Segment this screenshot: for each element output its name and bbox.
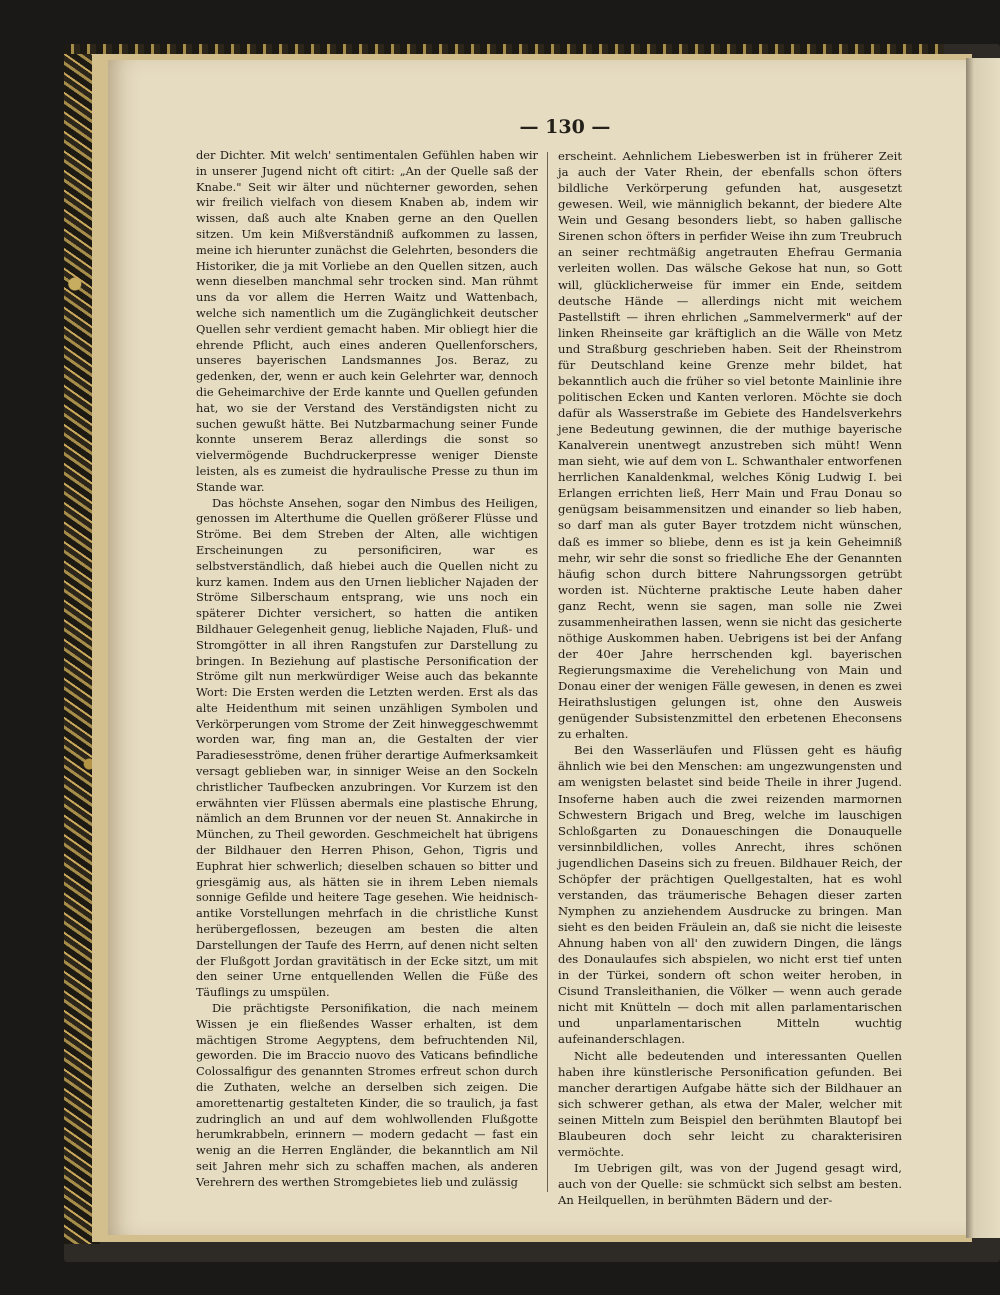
- page-number: — 130 —: [519, 116, 611, 138]
- paragraph: Bei den Wasserläufen und Flüssen geht es häufig ähnlich wie bei den Menschen: am ungezwungensten und am wenigsten belastet sind beide Theile in ihrer Jugend. Insoferne haben auch die zwei reizenden marmornen Schwestern Brigach und Breg, welche im lauschigen Schloßgarten zu Donaueschingen die Donauquelle versinnbildlichen, volles Anrecht, ihres schönen jugendlichen Daseins sich zu freuen. Bildhauer Reich, der Schöpfer der prächtigen Quellgestalten, hat es wohl verstanden, das träumerische Behagen dieser zarten Nymphen zu anziehendem Ausdrucke zu bringen. Man sieht es den beiden Fräulein an, daß sie nicht die leiseste Ahnung haben von all' den zuwidern Dingen, die längs des Donaulaufes sich abspielen, wo nicht erst tief unten in der Türkei, sondern oft schon weiter heroben, in Cisund Transleithanien, die Völker — wenn auch gerade nicht mit Knütteln — doch mit allen parlamentarischen und unparlamentarischen Mitteln wuchtig aufeinanderschlagen.: [558, 743, 902, 1047]
- paragraph: erscheint. Aehnlichem Liebeswerben ist in früherer Zeit ja auch der Vater Rhein, der ebenfalls schon öfters bildliche Verkörperung gefunden hat, ausgesetzt gewesen. Weil, wie männiglich bekannt, der biedere Alte Wein und Gesang besonders liebt, so haben gallische Sirenen schon öfters in perfider Weise ihn zum Treubruch an seiner rechtmäßig angetrauten Ehefrau Germania verleiten wollen. Das wälsche Gekose hat nun, so Gott will, glücklicherweise für immer ein Ende, seitdem deutsche Hände — allerdings nicht mit weichem Pastellstift — ihren ehrlichen „Sammelvermerk" auf der linken Rheinseite gar kräftiglich an die Wälle von Metz und Straßburg geschrieben haben. Seit der Rheinstrom für Deutschland keine Grenze mehr bildet, hat bekanntlich auch die früher so viel betonte Mainlinie ihre politischen Ecken und Kanten verloren. Möchte sie doch dafür als Wasserstraße im Gebiete des Handelsverkehrs jene Bedeutung gewinnen, die der muthige bayerische Kanalverein unentwegt anzustreben sich müht! Wenn man sieht, wie auf dem von L. Schwanthaler entworfenen herrlichen Kanaldenkmal, welches König Ludwig I. bei Erlangen errichten ließ, Herr Main und Frau Donau so genügsam beisammensitzen und einander so lieb haben, so darf man als guter Bayer trotzdem nicht wünschen, daß es immer so bliebe, denn es ist ja kein Geheimniß mehr, wir sehr die sonst so friedliche Ehe der Genannten häufig schon durch bittere Nahrungssorgen getrübt worden ist. Nüchterne praktische Leute haben daher ganz Recht, wenn sie sagen, man solle nie Zwei zusammenheirathen lassen, wenn sie nicht das gesicherte nöthige Auskommen haben. Uebrigens ist bei der Anfang der 40er Jahre herrschenden kgl. bayerischen Regierungsmaxime die Verehelichung von Main und Donau einer der wenigen Fälle gewesen, in denen es zwei Heirathslustigen gelungen ist, ohne den Ausweis genügender Subsistenzmittel den erbetenen Eheconsens zu erhalten.: [558, 149, 902, 742]
- paragraph: Die prächtigste Personifikation, die nach meinem Wissen je ein fließendes Wasser erhalten, ist dem mächtigen Strome Aegyptens, dem befruchtenden Nil, geworden. Die im Braccio nuovo des Vaticans befindliche Colossalfigur des genannten Stromes erfreut schon durch die Zuthaten, welche an derselben sich zeigen. Die amorettenartig gestalteten Kinder, die so traulich, ja fast zudringlich an und auf dem wohlwollenden Flußgotte herumkrabbeln, erinnern — modern gedacht — fast ein wenig an die Herren Engländer, die bekanntlich am Nil seit Jahren mehr sich zu schaffen machen, als anderen Verehrern des werthen Stromgebietes lieb und zulässig: [196, 1001, 538, 1189]
- paragraph: Nicht alle bedeutenden und interessanten Quellen haben ihre künstlerische Personification gefunden. Bei mancher derartigen Aufgabe hätte sich der Bildhauer an sich schwerer gethan, als etwa der Maler, welcher mit seinen Mitteln zum Beispiel den berühmten Blautopf bei Blaubeuren doch sehr leicht zu charakterisiren vermöchte.: [558, 1048, 902, 1159]
- column-divider: [547, 152, 548, 1192]
- right-text-column: [558, 148, 902, 1208]
- facing-page-edge: [966, 58, 1000, 1238]
- paragraph: Im Uebrigen gilt, was von der Jugend gesagt wird, auch von der Quelle: sie schmückt sich selbst am besten. An Heilquellen, in berühmten Bädern und der-: [558, 1160, 902, 1208]
- left-text-column: [196, 148, 538, 1193]
- paragraph: Das höchste Ansehen, sogar den Nimbus des Heiligen, genossen im Alterthume die Quellen größerer Flüsse und Ströme. Bei dem Streben der Alten, alle wichtigen Erscheinungen zu personificiren, war es selbstverständlich, daß hiebei auch die Quellen nicht zu kurz kamen. Indem aus den Urnen lieblicher Najaden der Ströme Silberschaum entsprang, wie uns noch ein späterer Dichter versichert, so hatten die antiken Bildhauer Gelegenheit genug, liebliche Najaden, Fluß- und Stromgötter in all ihren Rangstufen zur Darstellung zu bringen. In Beziehung auf plastische Personification der Ströme gilt nun merkwürdiger Weise auch das bekannte Wort: Die Ersten werden die Letzten werden. Erst als das alte Heidenthum mit seinen unzähligen Symbolen und Verkörperungen vom Strome der Zeit hinweggeschwemmt worden war, fing man an, die Gestalten der vier Paradiesesströme, denen früher derartige Aufmerksamkeit versagt geblieben war, in sinniger Weise an den Sockeln christlicher Taufbecken anzubringen. Vor Kurzem ist den erwähnten vier Flüssen abermals eine plastische Ehrung, nämlich an dem Brunnen vor der neuen St. Annakirche in München, zu Theil geworden. Geschmeichelt hat übrigens der Bildhauer den Herren Phison, Gehon, Tigris und Euphrat hier schwerlich; dieselben schauen so bitter und griesgämig aus, als hätten sie in ihrem Leben niemals sonnige Gefilde und heitere Tage gesehen. Wie heidnisch-antike Vorstellungen mehrfach in die christliche Kunst herübergeflossen, bezeugen am besten die alten Darstellungen der Taufe des Herrn, auf denen nicht selten der Flußgott Jordan gravitätisch in der Ecke sitzt, um mit den seiner Urne entquellenden Wellen die Füße des Täuflings zu umspülen.: [196, 495, 538, 1000]
- paragraph: der Dichter. Mit welch' sentimentalen Gefühlen haben wir in unserer Jugend nicht oft citirt: „An der Quelle saß der Knabe." Seit wir älter und nüchterner geworden, sehen wir freilich vielfach von diesem Knaben ab, indem wir wissen, daß auch alte Knaben gerne an den Quellen sitzen. Um kein Mißverständniß aufkommen zu lassen, meine ich hierunter zunächst die Gelehrten, besonders die Historiker, die ja mit Vorliebe an den Quellen sitzen, auch wenn dieselben manchmal sehr trocken sind. Man rühmt uns da vor allem die Herren Waitz und Wattenbach, welche sich namentlich um die Zugänglichkeit deutscher Quellen sehr verdient gemacht haben. Mir obliegt hier die ehrende Pflicht, auch eines anderen Quellenforschers, unseres bayerischen Landsmannes Jos. Beraz, zu gedenken, der, wenn er auch kein Gelehrter war, dennoch die Geheimarchive der Erde kannte und Quellen gefunden hat, wo sie der Verstand des Verständigsten nicht zu suchen gewußt hätte. Bei Nutzbarmachung seiner Funde konnte unserem Beraz allerdings die sonst so vielvermögende Buchdruckerpresse weniger Dienste leisten, als es zumeist die hydraulische Presse zu thun im Stande war.: [196, 148, 538, 494]
- marbled-binding-top: [64, 44, 944, 54]
